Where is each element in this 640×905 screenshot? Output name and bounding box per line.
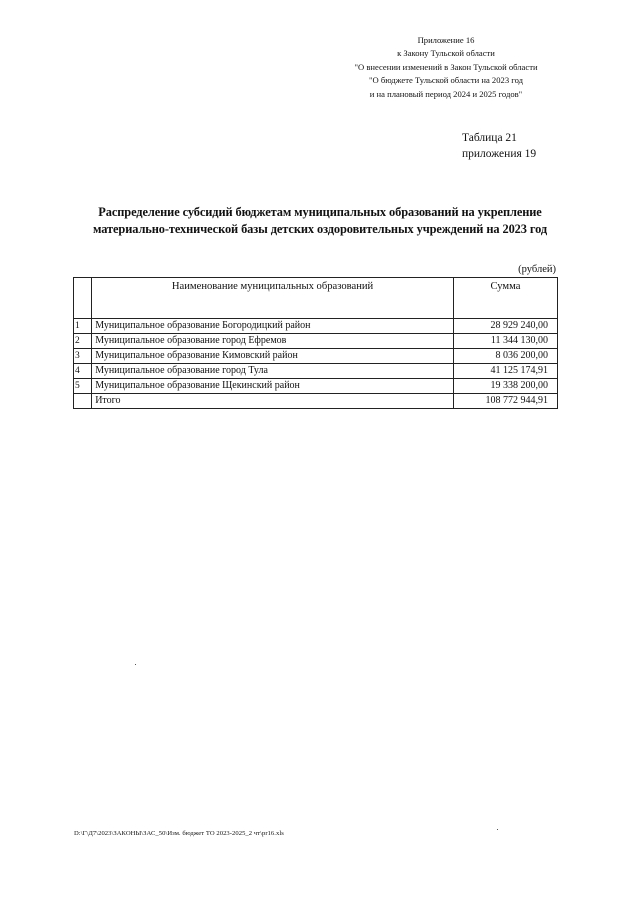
document-title-line: материально-технической базы детских оздоровительных учреждений на 2023 год (93, 222, 547, 236)
row-sum: 11 344 130,00 (453, 334, 557, 349)
total-label: Итого (92, 394, 454, 409)
header-sum: Сумма (453, 278, 557, 319)
row-sum: 41 125 174,91 (453, 364, 557, 379)
appendix-header-line: "О бюджете Тульской области на 2023 год (369, 75, 523, 86)
row-name: Муниципальное образование Щекинский район (92, 379, 454, 394)
row-name: Муниципальное образование город Тула (92, 364, 454, 379)
document-title (60, 204, 580, 238)
header-name: Наименование муниципальных образований (92, 278, 454, 319)
row-name: Муниципальное образование Кимовский район (92, 349, 454, 364)
row-sum: 28 929 240,00 (453, 319, 557, 334)
file-path-footer: D:\Г\Д7\2023\ЗАКОНЫ\ЗАС_50\Изм. бюджет ТО 2023-2025_2 чт\pr16.xls (74, 830, 284, 837)
appendix-header-line: "О внесении изменений в Закон Тульской области (354, 61, 538, 72)
row-number: 4 (74, 364, 92, 379)
table-reference (462, 131, 536, 162)
table-row (74, 349, 558, 364)
row-name: Муниципальное образование город Ефремов (92, 334, 454, 349)
subsidy-table (73, 277, 558, 409)
total-number (74, 394, 92, 409)
table-number: Таблица 21 (462, 132, 517, 144)
appendix-header (330, 34, 562, 101)
appendix-header-line: к Закону Тульской области (397, 48, 495, 59)
appendix-header-line: Приложение 16 (417, 35, 475, 45)
total-sum: 108 772 944,91 (453, 394, 557, 409)
row-number: 3 (74, 349, 92, 364)
appendix-number: приложения 19 (462, 147, 537, 160)
scan-speck (135, 664, 136, 665)
appendix-header-line: и на плановый период 2024 и 2025 годов" (369, 88, 523, 99)
row-number: 5 (74, 379, 92, 394)
table-row (74, 334, 558, 349)
row-sum: 19 338 200,00 (453, 379, 557, 394)
table-row (74, 319, 558, 334)
header-number (74, 278, 92, 319)
table-header-row (74, 278, 558, 319)
document-title-line: Распределение субсидий бюджетам муниципальных образований на укрепление (98, 205, 542, 219)
scan-speck (497, 829, 498, 830)
total-row (74, 394, 558, 409)
units-label: (рублей) (518, 264, 556, 275)
row-number: 2 (74, 334, 92, 349)
row-name: Муниципальное образование Богородицкий район (92, 319, 454, 334)
table-row (74, 379, 558, 394)
row-number: 1 (74, 319, 92, 334)
table-row (74, 364, 558, 379)
row-sum: 8 036 200,00 (453, 349, 557, 364)
